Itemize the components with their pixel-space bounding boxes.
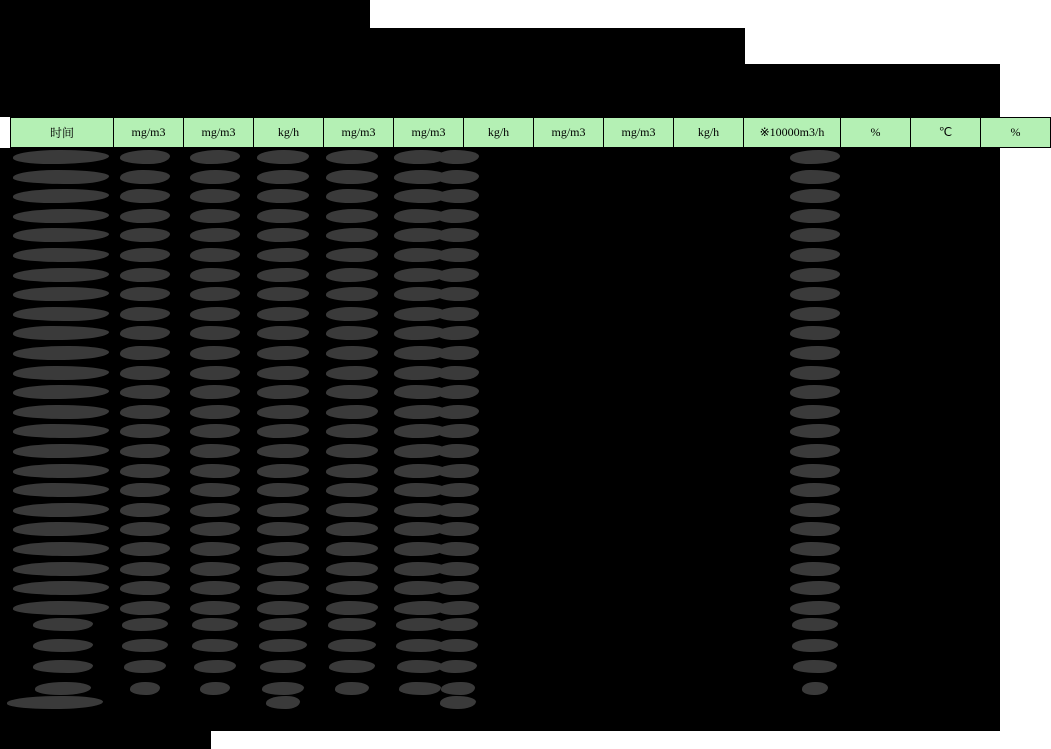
header-cell-mgm3-3: mg/m3: [324, 118, 394, 148]
table-element: [10, 117, 1051, 148]
table-header-row: [11, 118, 1051, 148]
header-cell-mgm3-2: mg/m3: [184, 118, 254, 148]
header-cell-percent-1: %: [841, 118, 911, 148]
mask-top-middle: [0, 28, 745, 64]
mask-top-wide: [0, 64, 1000, 117]
header-cell-mgm3-5: mg/m3: [534, 118, 604, 148]
header-cell-temperature: ℃: [911, 118, 981, 148]
mask-body-right: [370, 148, 1000, 731]
header-cell-kgh-2: kg/h: [464, 118, 534, 148]
mask-body-middle: [211, 148, 370, 731]
mask-top-left: [0, 0, 370, 28]
header-cell-time: 时间: [11, 118, 114, 148]
mask-body-left: [0, 148, 211, 749]
header-cell-mgm3-6: mg/m3: [604, 118, 674, 148]
data-table: [10, 117, 1021, 148]
header-cell-percent-2: %: [981, 118, 1051, 148]
header-cell-kgh-1: kg/h: [254, 118, 324, 148]
header-cell-mgm3-1: mg/m3: [114, 118, 184, 148]
header-cell-mgm3-4: mg/m3: [394, 118, 464, 148]
header-cell-kgh-3: kg/h: [674, 118, 744, 148]
header-cell-flow: ※10000m3/h: [744, 118, 841, 148]
